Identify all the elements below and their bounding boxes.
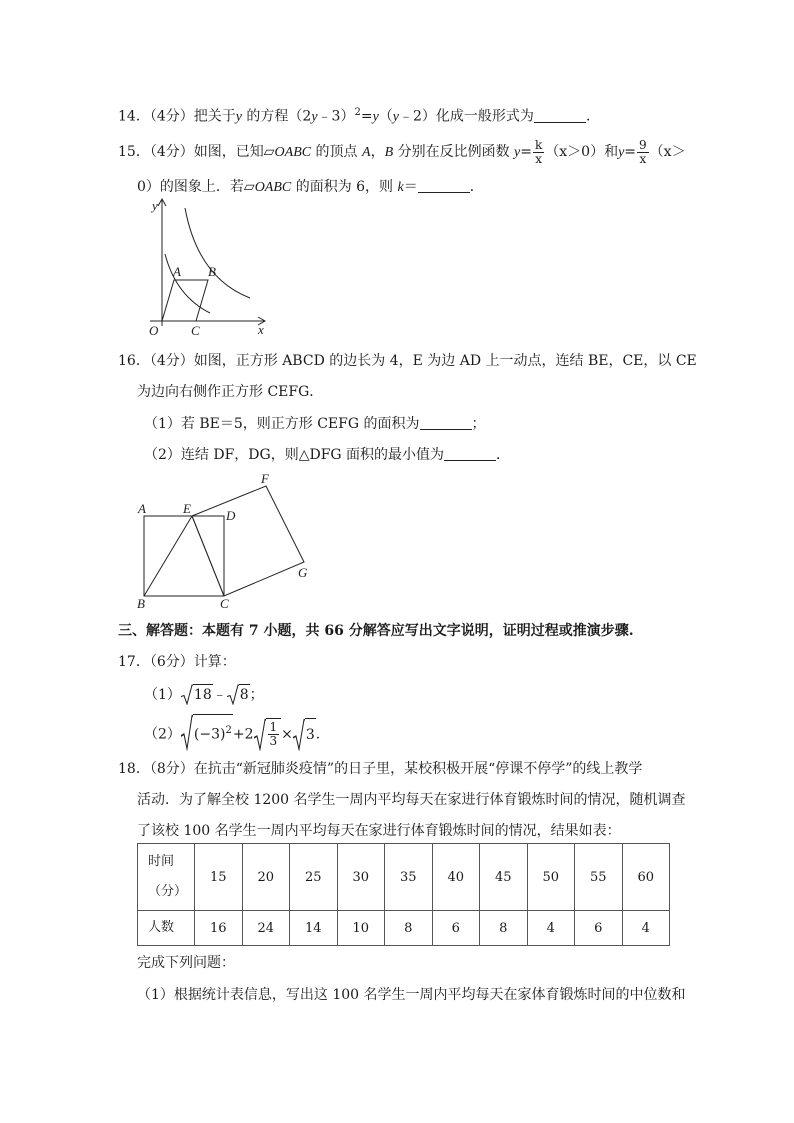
q14-text: 把关于	[193, 108, 236, 125]
table-cell: 6	[575, 911, 623, 946]
q14-var: y	[235, 109, 242, 125]
question-17	[118, 652, 236, 672]
q15-var: y	[514, 145, 521, 160]
question-16-line2	[137, 382, 323, 402]
parallelogram-oabc	[162, 280, 208, 321]
table-cell: 45	[480, 844, 528, 911]
q15-text: （x＞	[649, 144, 686, 160]
radicand: 18	[193, 684, 213, 705]
radical-sign	[181, 714, 193, 751]
label-c: C	[191, 323, 200, 338]
label-y: y	[152, 198, 158, 213]
q17-text: +2	[232, 726, 254, 743]
radical-sign	[227, 684, 239, 705]
q16-text: （1）若 BE＝5，则正方形 CEFG 的面积为	[144, 416, 420, 432]
q15-score: （4分）	[149, 144, 194, 160]
question-14	[118, 103, 600, 128]
q15-text: =	[624, 144, 637, 160]
radical-sign	[181, 684, 193, 705]
sqrt-neg3-squared	[181, 714, 233, 751]
q16-text: 为边向右侧作正方形 CEFG．	[137, 384, 324, 400]
question-18-sub1: （1）根据统计表信息，写出这 100 名学生一周内平均每天在家体育锻炼时间的中位数和	[137, 987, 686, 1003]
label-b: B	[137, 596, 145, 611]
label-o: O	[149, 323, 159, 338]
answer-blank[interactable]	[420, 415, 472, 430]
q15-var: B	[384, 145, 394, 160]
answer-blank[interactable]	[534, 108, 586, 123]
q17-number: 17．	[118, 654, 150, 670]
table-row-time	[138, 844, 670, 911]
q14-text: 的方程（2	[241, 108, 312, 125]
q15-text: 的顶点	[311, 144, 362, 160]
q17-text: 计算：	[193, 654, 236, 670]
q14-var: y	[372, 109, 379, 125]
table-cell: 24	[242, 911, 290, 946]
frac-num: 9	[639, 137, 647, 152]
q14-text: （	[378, 108, 393, 125]
q14-score: （4分）	[149, 108, 194, 125]
q17-text: ﹣	[212, 687, 227, 703]
sqrt-8	[227, 684, 250, 705]
label-a: A	[138, 501, 146, 516]
table-cell: 8	[480, 911, 528, 946]
label-b: B	[208, 264, 216, 279]
table-cell: 6	[432, 911, 480, 946]
label-x: x	[258, 322, 264, 337]
q14-var: y	[392, 109, 400, 125]
q16-score: （4分）	[149, 353, 194, 369]
table-cell: 35	[385, 844, 433, 911]
q17-text: ×	[281, 726, 293, 743]
sqrt-3	[293, 718, 316, 751]
q15-var: A	[362, 145, 371, 160]
exercise-time-table	[137, 843, 670, 946]
fraction-1-over-3	[268, 721, 280, 748]
label-c: C	[220, 596, 229, 611]
q15-text: ，	[370, 144, 385, 160]
label-f: F	[261, 471, 269, 486]
table-cell: 40	[432, 844, 480, 911]
answer-blank[interactable]	[444, 446, 496, 461]
q15-text: ．	[469, 179, 484, 195]
q16-text: （2）连结 DF，DG，则△DFG 面积的最小值为	[144, 447, 445, 463]
question-16-line1	[118, 351, 697, 371]
radicand	[266, 718, 282, 751]
q15-text: ＝	[403, 179, 418, 195]
sqrt-one-third	[254, 718, 282, 751]
q17-score: （6分）	[149, 654, 194, 670]
label-a: A	[173, 264, 181, 279]
table-cell: 8	[385, 911, 433, 946]
table-cell: 10	[337, 911, 385, 946]
question-18-line2: 活动．为了解全校 1200 名学生一周内平均每天在家进行体育锻炼时间的情况，随机调查	[137, 792, 686, 808]
question-15-line1	[118, 138, 686, 167]
q15-var: k	[397, 180, 404, 195]
q15-number: 15．	[118, 144, 150, 160]
answer-blank[interactable]	[418, 178, 470, 193]
q15-var: OABC	[274, 145, 312, 160]
label-d: D	[226, 508, 236, 523]
sqrt-18	[181, 684, 213, 705]
q14-text: =	[360, 108, 373, 125]
question-16-sub1	[144, 414, 486, 434]
q15-text: 的面积为 6，则	[291, 179, 398, 195]
table-cell: 60	[622, 844, 670, 911]
radical-sign	[254, 718, 266, 751]
question-18-line1	[118, 759, 642, 779]
fraction-9-over-x	[637, 139, 649, 166]
table-cell: 30	[337, 844, 385, 911]
curve-k-over-x	[165, 254, 210, 313]
q15-text: 分别在反比例函数	[393, 144, 515, 160]
table-cell: 16	[195, 911, 243, 946]
segment-be	[144, 516, 192, 596]
q15-text: （x＞0）和	[545, 144, 619, 160]
curve-9-over-x	[185, 208, 250, 298]
q17-text: .	[315, 726, 321, 743]
table-header-time: 时间（分）	[138, 844, 195, 911]
q14-text: ．	[585, 108, 600, 125]
frac-num: 1	[269, 720, 278, 735]
q15-figure	[138, 196, 278, 338]
section-3-title: 三、解答题：本题有 7 小题，共 66 分解答应写出文字说明，证明过程或推演步骤.	[118, 623, 634, 639]
table-cell: 15	[195, 844, 243, 911]
table-header-count: 人数	[138, 911, 195, 946]
radicand: 8	[239, 684, 250, 705]
question-18-line3: 了该校 100 名学生一周内平均每天在家进行体育锻炼时间的情况，结果如表：	[137, 823, 621, 839]
q18-text: 在抗击“新冠肺炎疫情”的日子里，某校积极开展“停课不停学”的线上教学	[193, 761, 643, 777]
radical-sign	[293, 718, 305, 751]
q16-text: ．	[496, 447, 511, 463]
q17-label: （1）	[144, 687, 181, 703]
q15-var: OABC	[254, 180, 292, 195]
q17-text: ；	[249, 687, 264, 703]
table-cell: 14	[290, 911, 338, 946]
q16-text: 如图，正方形 ABCD 的边长为 4，E 为边 AD 上一动点，连结 BE，CE，以 CE	[193, 353, 697, 369]
frac-den: 3	[269, 734, 278, 749]
table-cell: 50	[527, 844, 575, 911]
q16-number: 16．	[118, 353, 150, 369]
q14-var: y	[311, 109, 318, 125]
table-cell: 55	[575, 844, 623, 911]
q16-figure	[132, 470, 312, 612]
question-17-sub1	[144, 684, 264, 705]
table-cell: 4	[527, 911, 575, 946]
q14-text: ﹣2）化成一般形式为	[399, 108, 534, 125]
square-cefg	[192, 486, 304, 596]
table-cell: 25	[290, 844, 338, 911]
q17-label: （2）	[144, 726, 181, 743]
q15-text: 0）的图象上．若▱	[137, 179, 255, 195]
question-15-line2	[137, 177, 484, 198]
question-18-after-table: 完成下列问题：	[137, 955, 235, 971]
q14-sup: 2	[354, 107, 361, 118]
label-g: G	[298, 565, 308, 580]
frac-num: k	[534, 137, 543, 152]
table-cell: 20	[242, 844, 290, 911]
q15-var: y	[618, 145, 625, 160]
square-abcd	[144, 516, 224, 596]
q15-text: =	[520, 144, 532, 160]
q14-text: ﹣3）	[317, 108, 355, 125]
radicand-exponent: 2	[225, 725, 232, 736]
q14-number: 14．	[118, 108, 150, 125]
question-17-sub2	[144, 714, 320, 751]
segment-ce	[192, 516, 224, 596]
radicand-base: (−3)	[193, 726, 226, 743]
q15-text: 如图，已知▱	[193, 144, 275, 160]
question-16-sub2	[144, 445, 510, 465]
frac-den: x	[535, 151, 543, 166]
radicand	[193, 714, 233, 751]
radicand: 3	[305, 718, 316, 751]
label-e: E	[183, 501, 191, 516]
q18-score: （8分）	[149, 761, 194, 777]
q18-number: 18．	[118, 761, 150, 777]
table-cell: 4	[622, 911, 670, 946]
q16-text: ；	[471, 416, 486, 432]
frac-den: x	[639, 151, 647, 166]
fraction-k-over-x	[533, 139, 544, 166]
table-row-count	[138, 911, 670, 946]
